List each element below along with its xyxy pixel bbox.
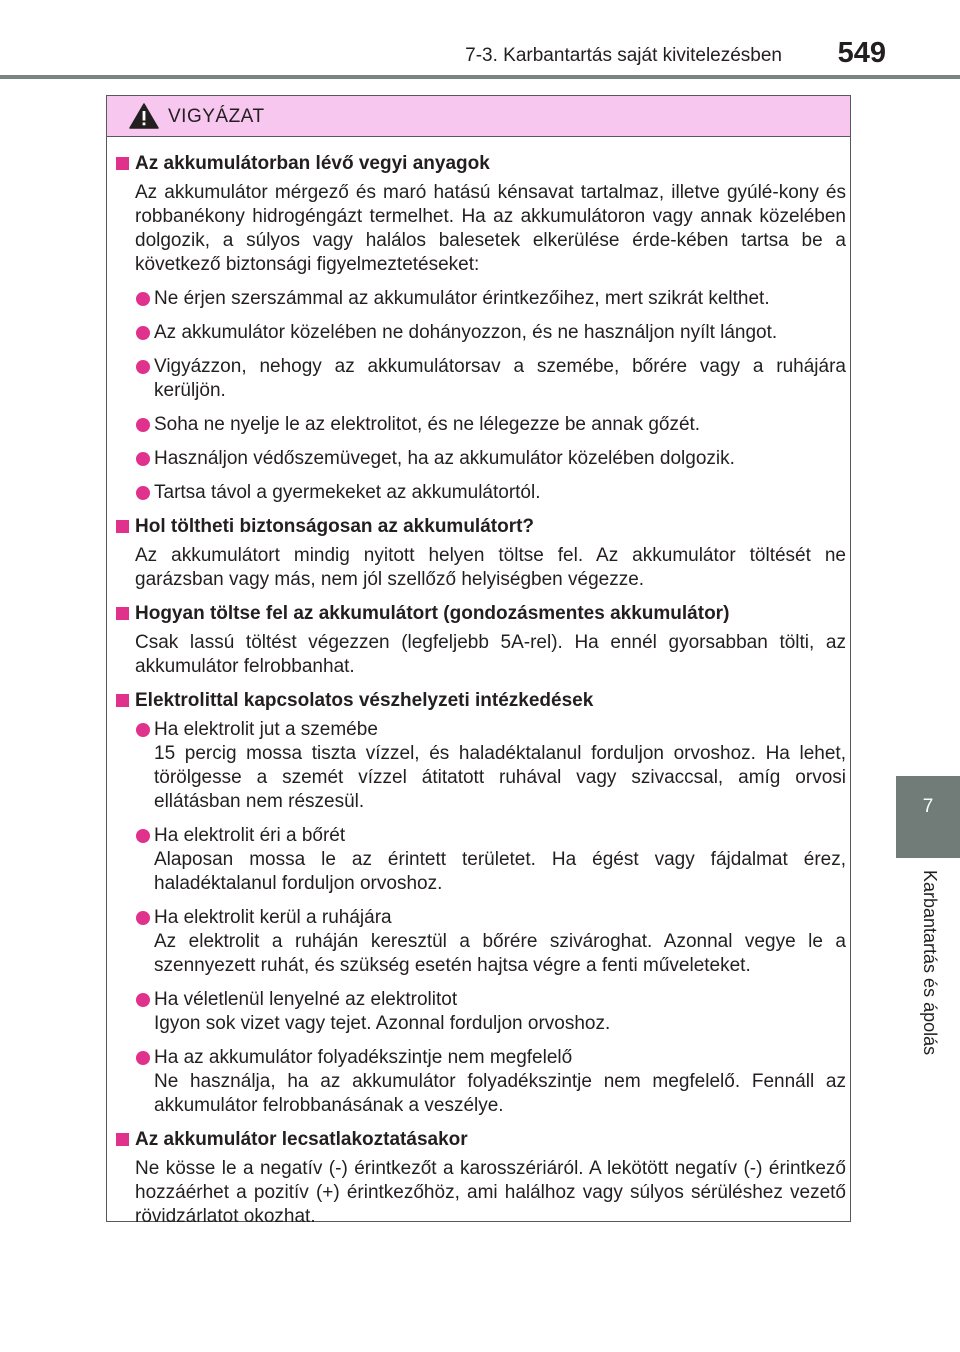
round-bullet-icon — [136, 326, 150, 340]
section-heading: Hogyan töltse fel az akkumulátort (gondozásmentes akkumulátor) — [113, 602, 846, 626]
list-item: Ne érjen szerszámmal az akkumulátor érintkezőihez, mert szikrát kelthet. — [113, 287, 846, 311]
round-bullet-icon — [136, 452, 150, 466]
chapter-label-text: Karbantartás és ápolás — [920, 870, 940, 1056]
header-rule — [0, 75, 960, 79]
round-bullet-icon — [136, 829, 150, 843]
round-bullet-icon — [136, 418, 150, 432]
caution-content — [113, 152, 846, 1239]
section-heading: Hol töltheti biztonságosan az akkumulátort? — [113, 515, 846, 539]
section-text: Az akkumulátort mindig nyitott helyen töltse fel. Az akkumulátor töltését ne garázsban vagy más, nem jól szellőző helyiségben végezze. — [135, 545, 846, 590]
round-bullet-icon — [136, 723, 150, 737]
section-title: 7-3. Karbantartás saját kivitelezésben — [465, 45, 782, 66]
page-number: 549 — [837, 37, 886, 69]
section-text: Ne kösse le a negatív (-) érintkezőt a karosszériáról. A lekötött negatív (-) érintkező hozzáérhet a pozitív (+) érintkezőhöz, ami halálhoz vagy súlyos sérüléshez vezető rövidzárlatot okozhat. — [135, 1158, 846, 1227]
section-heading: Elektrolittal kapcsolatos vészhelyzeti intézkedések — [113, 689, 846, 713]
list-item: Ha elektrolit éri a bőrét Alaposan mossa le az érintett területet. Ha égést vagy fájdalmat érez, haladéktalanul forduljon orvoshoz. — [113, 824, 846, 896]
list-item: Használjon védőszemüveget, ha az akkumulátor közelében dolgozik. — [113, 447, 846, 471]
chapter-tab — [896, 776, 960, 858]
chapter-number: 7 — [922, 796, 934, 817]
round-bullet-icon — [136, 486, 150, 500]
square-bullet-icon — [116, 520, 129, 533]
round-bullet-icon — [136, 292, 150, 306]
square-bullet-icon — [116, 157, 129, 170]
round-bullet-icon — [136, 360, 150, 374]
round-bullet-icon — [136, 1051, 150, 1065]
square-bullet-icon — [116, 694, 129, 707]
list-item: Ha elektrolit kerül a ruhájára Az elektrolit a ruháján keresztül a bőrére szivároghat. Azonnal vegye le a szennyezett ruhát, és szükség esetén hajtsa végre a fenti műveleteket. — [113, 906, 846, 978]
list-item: Ha véletlenül lenyelné az elektrolitot Igyon sok vizet vagy tejet. Azonnal forduljon orvoshoz. — [113, 988, 846, 1036]
round-bullet-icon — [136, 993, 150, 1007]
list-item: Soha ne nyelje le az elektrolitot, és ne lélegezze be annak gőzét. — [113, 413, 846, 437]
section-text: Csak lassú töltést végezzen (legfeljebb 5A-rel). Ha ennél gyorsabban tölti, az akkumulátor felrobbanhat. — [135, 632, 846, 677]
list-item: Az akkumulátor közelében ne dohányozzon, és ne használjon nyílt lángot. — [113, 321, 846, 345]
round-bullet-icon — [136, 911, 150, 925]
section-heading: Az akkumulátor lecsatlakoztatásakor — [113, 1128, 846, 1152]
section-text: Az akkumulátor mérgező és maró hatású kénsavat tartalmaz, illetve gyúlé-kony és robbanékony hidrogéngázt termelhet. Ha az akkumulátoron vagy annak közelében dolgozik, a súlyos vagy halálos balesetek elkerülése érde-kében tartsa be a következő biztonsági figyelmeztetéseket: — [135, 182, 846, 275]
list-item: Vigyázzon, nehogy az akkumulátorsav a szemébe, bőrére vagy a ruhájára kerüljön. — [113, 355, 846, 403]
square-bullet-icon — [116, 1133, 129, 1146]
list-item: Ha elektrolit jut a szemébe 15 percig mossa tiszta vízzel, és haladéktalanul forduljon orvoshoz. Ha lehet, törölgesse a szemét vízzel átitatott ruhával vagy szivaccsal, amíg orvosi ellátásban nem részesül. — [113, 718, 846, 814]
list-item: Tartsa távol a gyermekeket az akkumulátortól. — [113, 481, 846, 505]
section-heading: Az akkumulátorban lévő vegyi anyagok — [113, 152, 846, 176]
list-item: Ha az akkumulátor folyadékszintje nem megfelelő Ne használja, ha az akkumulátor folyadékszintje nem megfelelő. Fennáll az akkumulátor felrobbanásának a veszélye. — [113, 1046, 846, 1118]
caution-header — [107, 96, 850, 137]
square-bullet-icon — [116, 607, 129, 620]
caution-title: VIGYÁZAT — [168, 106, 265, 127]
warning-triangle-icon — [129, 103, 159, 129]
caution-box — [106, 95, 851, 1227]
